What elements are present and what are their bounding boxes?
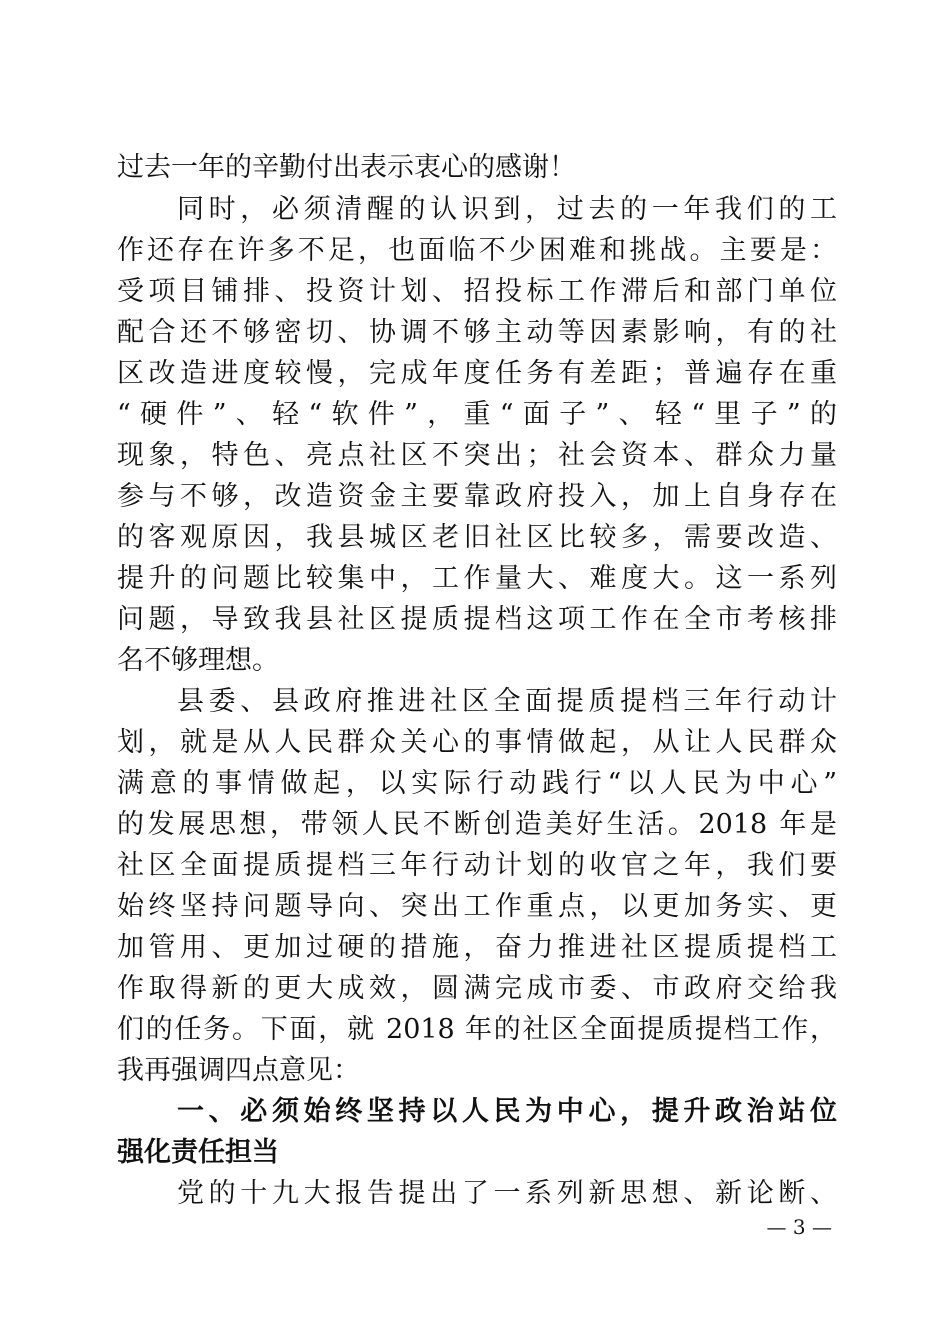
paragraph-line: 们的任务。下面，就 2018 年的社区全面提质提档工作，: [117, 1014, 837, 1045]
paragraph-line: 区改造进度较慢，完成年度任务有差距；普遍存在重: [117, 358, 837, 389]
paragraph-line: 配合还不够密切、协调不够主动等因素影响，有的社: [117, 317, 837, 348]
paragraph-line: 过去一年的辛勤付出表示衷心的感谢！: [117, 152, 576, 183]
paragraph-line: 加管用、更加过硬的措施，奋力推进社区提质提档工: [117, 932, 837, 963]
page-number: — 3 —: [766, 1215, 832, 1239]
paragraph-line: 受项目铺排、投资计划、招投标工作滞后和部门单位: [117, 276, 837, 307]
paragraph-line: 满意的事情做起，以实际行动践行“以人民为中心”: [117, 768, 837, 799]
paragraph-line: 党的十九大报告提出了一系列新思想、新论断、: [177, 1178, 837, 1209]
paragraph-line: 同时，必须清醒的认识到，过去的一年我们的工: [177, 194, 837, 225]
paragraph-line: 作取得新的更大成效，圆满完成市委、市政府交给我: [117, 973, 837, 1004]
paragraph-line: 的客观原因，我县城区老旧社区比较多，需要改造、: [117, 522, 837, 553]
section-heading-continued: 强化责任担当: [117, 1137, 279, 1168]
paragraph-line: 作还存在许多不足，也面临不少困难和挑战。主要是：: [117, 235, 837, 266]
paragraph-line: 现象，特色、亮点社区不突出；社会资本、群众力量: [117, 440, 837, 471]
paragraph-line: 问题，导致我县社区提质提档这项工作在全市考核排: [117, 604, 837, 635]
paragraph-line: 提升的问题比较集中，工作量大、难度大。这一系列: [117, 563, 837, 594]
paragraph-line: 名不够理想。: [117, 645, 279, 676]
paragraph-line: 县委、县政府推进社区全面提质提档三年行动计: [177, 686, 837, 717]
paragraph-line: 始终坚持问题导向、突出工作重点，以更加务实、更: [117, 891, 837, 922]
paragraph-line: 社区全面提质提档三年行动计划的收官之年，我们要: [117, 850, 837, 881]
paragraph-line: 划，就是从人民群众关心的事情做起，从让人民群众: [117, 727, 837, 758]
paragraph-line: 的发展思想，带领人民不断创造美好生活。2018 年是: [117, 809, 837, 840]
section-heading: 一、必须始终坚持以人民为中心，提升政治站位: [177, 1096, 837, 1127]
paragraph-line: 参与不够，改造资金主要靠政府投入，加上自身存在: [117, 481, 837, 512]
paragraph-line: 我再强调四点意见：: [117, 1055, 360, 1086]
paragraph-line: “硬件”、轻“软件”，重“面子”、轻“里子”的: [117, 399, 837, 430]
